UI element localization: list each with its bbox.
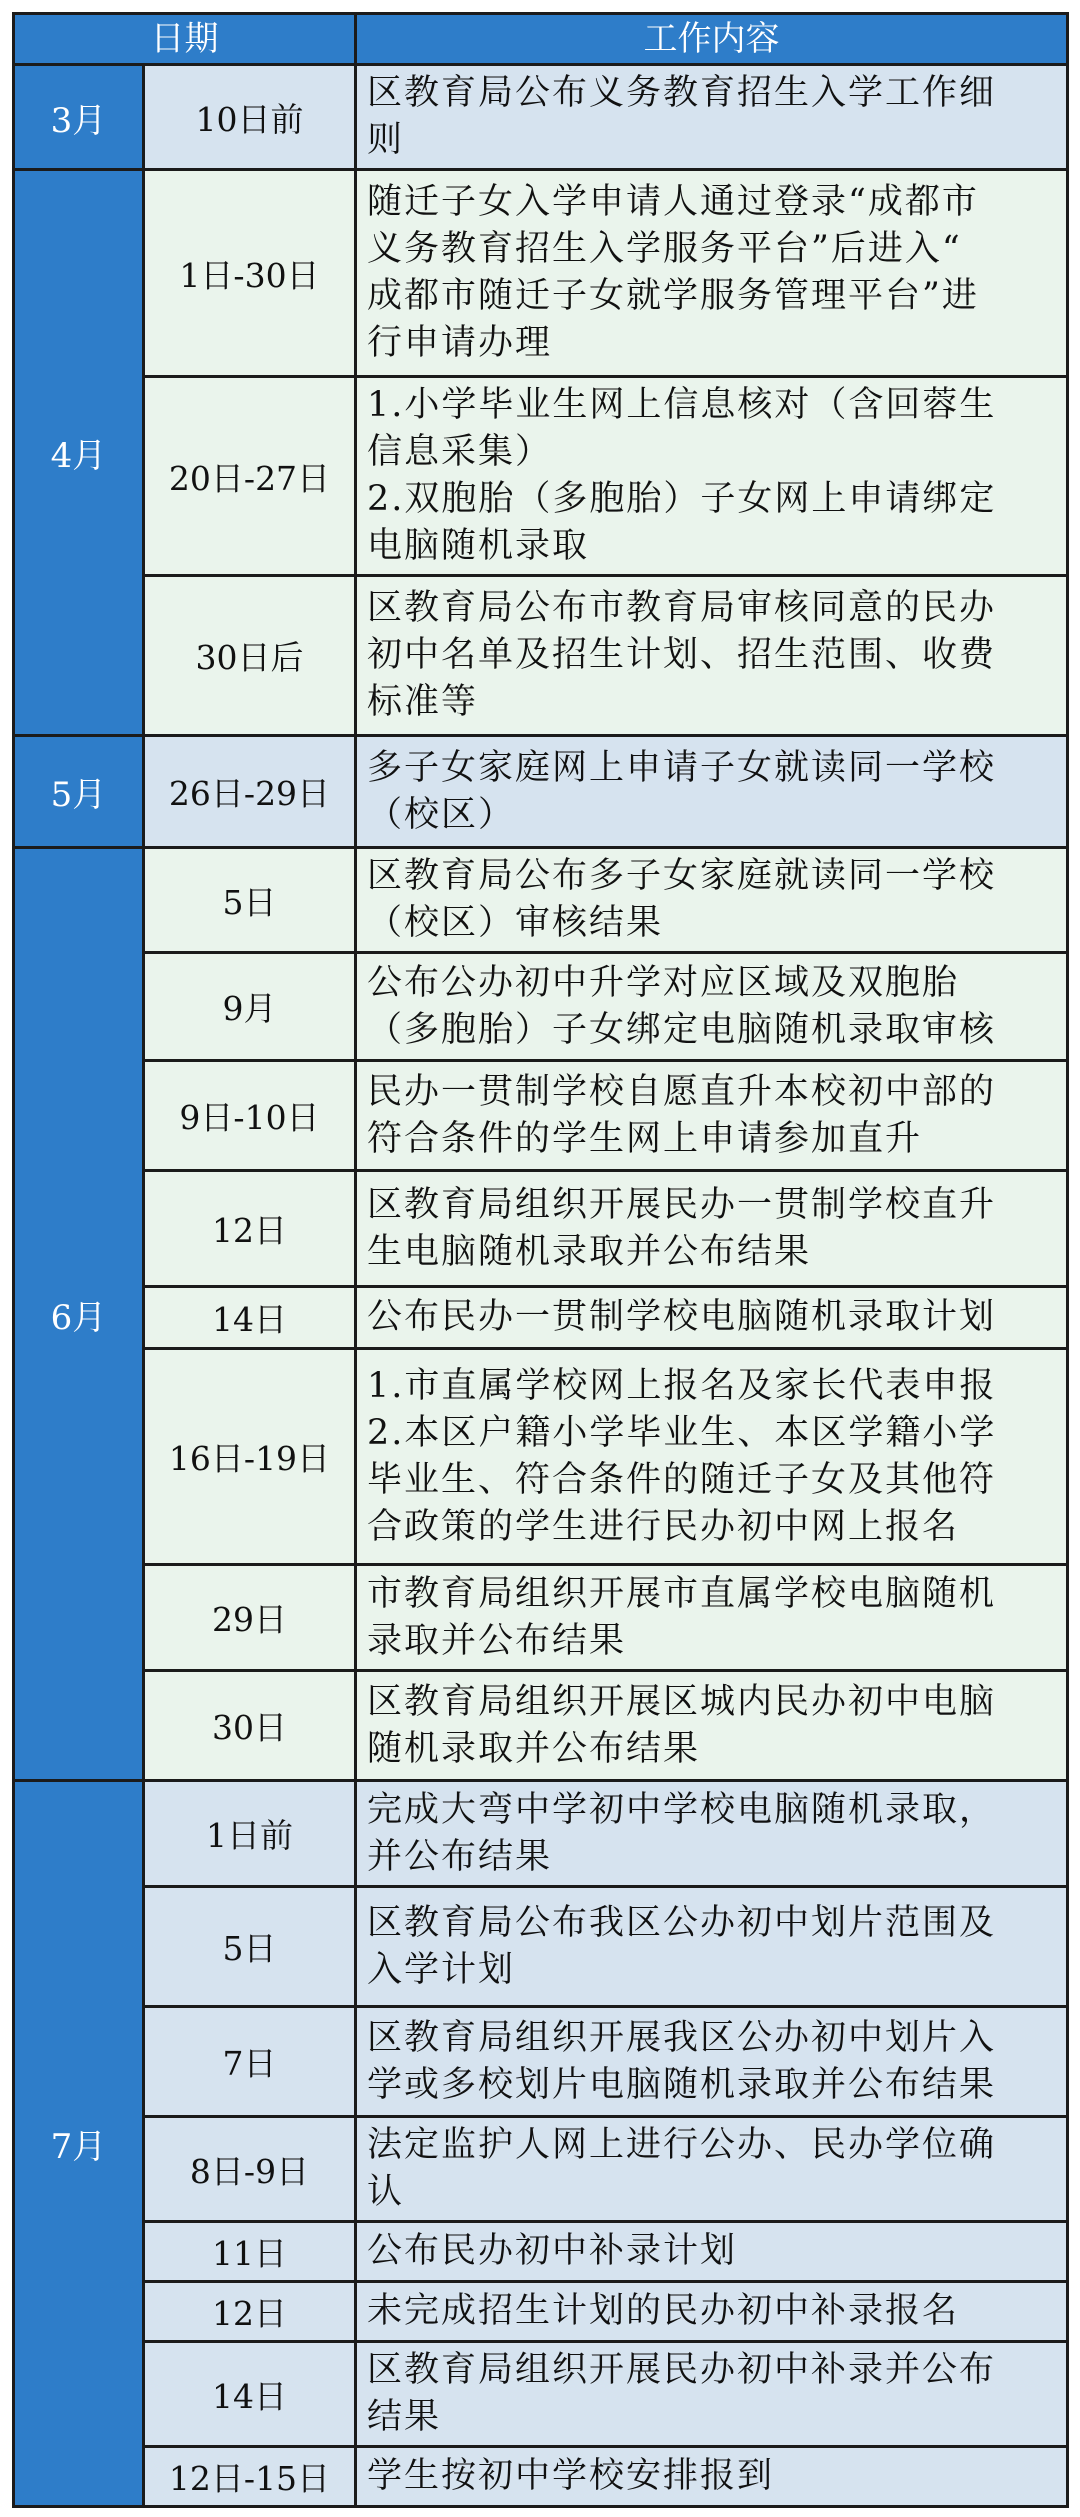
content-cell bbox=[356, 1887, 1068, 2007]
content-line: 公布民办初中补录计划 bbox=[367, 2231, 738, 2271]
enrollment-schedule-table bbox=[12, 12, 1069, 2508]
content-cell bbox=[356, 1781, 1068, 1887]
content-line: 区教育局公布义务教育招生入学工作细 bbox=[367, 73, 997, 113]
date-cell: 14日 bbox=[144, 1287, 356, 1349]
content-line: 义务教育招生入学服务平台”后进入“ bbox=[367, 229, 962, 269]
content-line: 信息采集） bbox=[367, 432, 553, 472]
content-cell bbox=[356, 1349, 1068, 1565]
table-body bbox=[14, 65, 1068, 2507]
content-line: 随机录取并公布结果 bbox=[367, 1728, 701, 1769]
content-cell bbox=[356, 576, 1068, 736]
content-line: 区教育局公布我区公办初中划片范围及 bbox=[367, 1902, 997, 1943]
table-row bbox=[14, 1671, 1068, 1781]
content-line: 合政策的学生进行民办初中网上报名 bbox=[367, 1506, 960, 1547]
table-row bbox=[14, 1887, 1068, 2007]
content-line: 公布民办一贯制学校电脑随机录取计划 bbox=[367, 1297, 997, 1337]
content-cell bbox=[356, 736, 1068, 848]
table-row bbox=[14, 848, 1068, 953]
content-line: 认 bbox=[367, 2172, 405, 2212]
table-row bbox=[14, 2222, 1068, 2282]
content-line: 区教育局公布市教育局审核同意的民办 bbox=[367, 588, 997, 628]
content-line: 公布公办初中升学对应区域及双胞胎 bbox=[367, 962, 960, 1003]
content-line: （校区） bbox=[367, 794, 516, 835]
content-line: 学或多校划片电脑随机录取并公布结果 bbox=[367, 2064, 997, 2105]
content-line: 市教育局组织开展市直属学校电脑随机 bbox=[367, 1573, 997, 1614]
content-line: 法定监护人网上进行公办、民办学位确 bbox=[367, 2125, 997, 2165]
month-cell: 4月 bbox=[14, 170, 144, 736]
content-line: 2.双胞胎（多胞胎）子女网上申请绑定 bbox=[367, 479, 997, 519]
date-cell: 9月 bbox=[144, 953, 356, 1061]
content-line: 标准等 bbox=[367, 682, 479, 722]
date-cell: 1日前 bbox=[144, 1781, 356, 1887]
content-line: 结果 bbox=[367, 2397, 442, 2437]
content-cell bbox=[356, 377, 1068, 576]
table-row bbox=[14, 65, 1068, 170]
table-row bbox=[14, 736, 1068, 848]
content-cell bbox=[356, 953, 1068, 1061]
content-line: 学生按初中学校安排报到 bbox=[367, 2456, 775, 2496]
content-line: 区教育局组织开展区城内民办初中电脑 bbox=[367, 1681, 997, 1722]
date-cell: 5日 bbox=[144, 848, 356, 953]
content-line: 民办一贯制学校自愿直升本校初中部的 bbox=[367, 1071, 997, 1112]
content-cell bbox=[356, 2342, 1068, 2447]
date-cell: 16日-19日 bbox=[144, 1349, 356, 1565]
date-cell: 20日-27日 bbox=[144, 377, 356, 576]
content-line: 电脑随机录取 bbox=[367, 526, 590, 566]
content-cell bbox=[356, 2447, 1068, 2507]
date-cell: 9日-10日 bbox=[144, 1061, 356, 1171]
content-line: 2.本区户籍小学毕业生、本区学籍小学 bbox=[367, 1412, 997, 1453]
date-cell: 26日-29日 bbox=[144, 736, 356, 848]
content-cell bbox=[356, 65, 1068, 170]
content-cell bbox=[356, 1061, 1068, 1171]
header-content: 工作内容 bbox=[356, 14, 1068, 65]
content-cell bbox=[356, 1565, 1068, 1671]
table-header-row bbox=[14, 14, 1068, 65]
month-cell: 7月 bbox=[14, 1781, 144, 2507]
content-line: 1.小学毕业生网上信息核对（含回蓉生 bbox=[367, 385, 997, 425]
content-cell bbox=[356, 1171, 1068, 1287]
table-row bbox=[14, 377, 1068, 576]
content-line: 并公布结果 bbox=[367, 1836, 553, 1877]
content-cell bbox=[356, 1671, 1068, 1781]
table-row bbox=[14, 576, 1068, 736]
date-cell: 29日 bbox=[144, 1565, 356, 1671]
date-cell: 5日 bbox=[144, 1887, 356, 2007]
month-cell: 6月 bbox=[14, 848, 144, 1781]
date-cell: 8日-9日 bbox=[144, 2117, 356, 2222]
table-row bbox=[14, 2117, 1068, 2222]
content-cell bbox=[356, 2117, 1068, 2222]
content-cell bbox=[356, 1287, 1068, 1349]
date-cell: 12日 bbox=[144, 1171, 356, 1287]
date-cell: 7日 bbox=[144, 2007, 356, 2117]
date-cell: 12日 bbox=[144, 2282, 356, 2342]
content-line: 入学计划 bbox=[367, 1949, 516, 1990]
date-cell: 30日后 bbox=[144, 576, 356, 736]
content-line: 成都市随迁子女就学服务管理平台”进 bbox=[367, 276, 979, 316]
table-row bbox=[14, 1061, 1068, 1171]
header-date: 日期 bbox=[14, 14, 356, 65]
content-line: 1.市直属学校网上报名及家长代表申报 bbox=[367, 1365, 997, 1406]
table-row bbox=[14, 953, 1068, 1061]
table-row bbox=[14, 1171, 1068, 1287]
content-line: 未完成招生计划的民办初中补录报名 bbox=[367, 2291, 960, 2331]
table-row bbox=[14, 2342, 1068, 2447]
content-line: 毕业生、符合条件的随迁子女及其他符 bbox=[367, 1459, 997, 1500]
content-cell bbox=[356, 2282, 1068, 2342]
content-cell bbox=[356, 2222, 1068, 2282]
content-line: 区教育局组织开展民办一贯制学校直升 bbox=[367, 1184, 997, 1225]
table-row bbox=[14, 170, 1068, 377]
content-line: 则 bbox=[367, 120, 405, 160]
content-line: 区教育局组织开展我区公办初中划片入 bbox=[367, 2017, 997, 2058]
date-cell: 12日-15日 bbox=[144, 2447, 356, 2507]
content-cell bbox=[356, 170, 1068, 377]
content-line: （多胞胎）子女绑定电脑随机录取审核 bbox=[367, 1009, 997, 1050]
content-line: （校区）审核结果 bbox=[367, 903, 664, 943]
content-cell bbox=[356, 2007, 1068, 2117]
content-line: 录取并公布结果 bbox=[367, 1620, 627, 1661]
date-cell: 1日-30日 bbox=[144, 170, 356, 377]
content-line: 初中名单及招生计划、招生范围、收费 bbox=[367, 635, 997, 675]
table-row bbox=[14, 2007, 1068, 2117]
table-row bbox=[14, 1287, 1068, 1349]
date-cell: 11日 bbox=[144, 2222, 356, 2282]
content-line: 完成大弯中学初中学校电脑随机录取， bbox=[367, 1789, 997, 1830]
table-row bbox=[14, 1565, 1068, 1671]
date-cell: 10日前 bbox=[144, 65, 356, 170]
content-line: 符合条件的学生网上申请参加直升 bbox=[367, 1118, 923, 1159]
content-line: 区教育局组织开展民办初中补录并公布 bbox=[367, 2350, 997, 2390]
month-cell: 3月 bbox=[14, 65, 144, 170]
content-line: 生电脑随机录取并公布结果 bbox=[367, 1231, 812, 1272]
content-line: 随迁子女入学申请人通过登录“成都市 bbox=[367, 182, 979, 222]
month-cell: 5月 bbox=[14, 736, 144, 848]
table-row bbox=[14, 1349, 1068, 1565]
date-cell: 30日 bbox=[144, 1671, 356, 1781]
table-row bbox=[14, 2282, 1068, 2342]
content-line: 行申请办理 bbox=[367, 323, 553, 363]
content-line: 多子女家庭网上申请子女就读同一学校 bbox=[367, 747, 997, 788]
table-row bbox=[14, 2447, 1068, 2507]
table-row bbox=[14, 1781, 1068, 1887]
content-line: 区教育局公布多子女家庭就读同一学校 bbox=[367, 856, 997, 896]
date-cell: 14日 bbox=[144, 2342, 356, 2447]
content-cell bbox=[356, 848, 1068, 953]
